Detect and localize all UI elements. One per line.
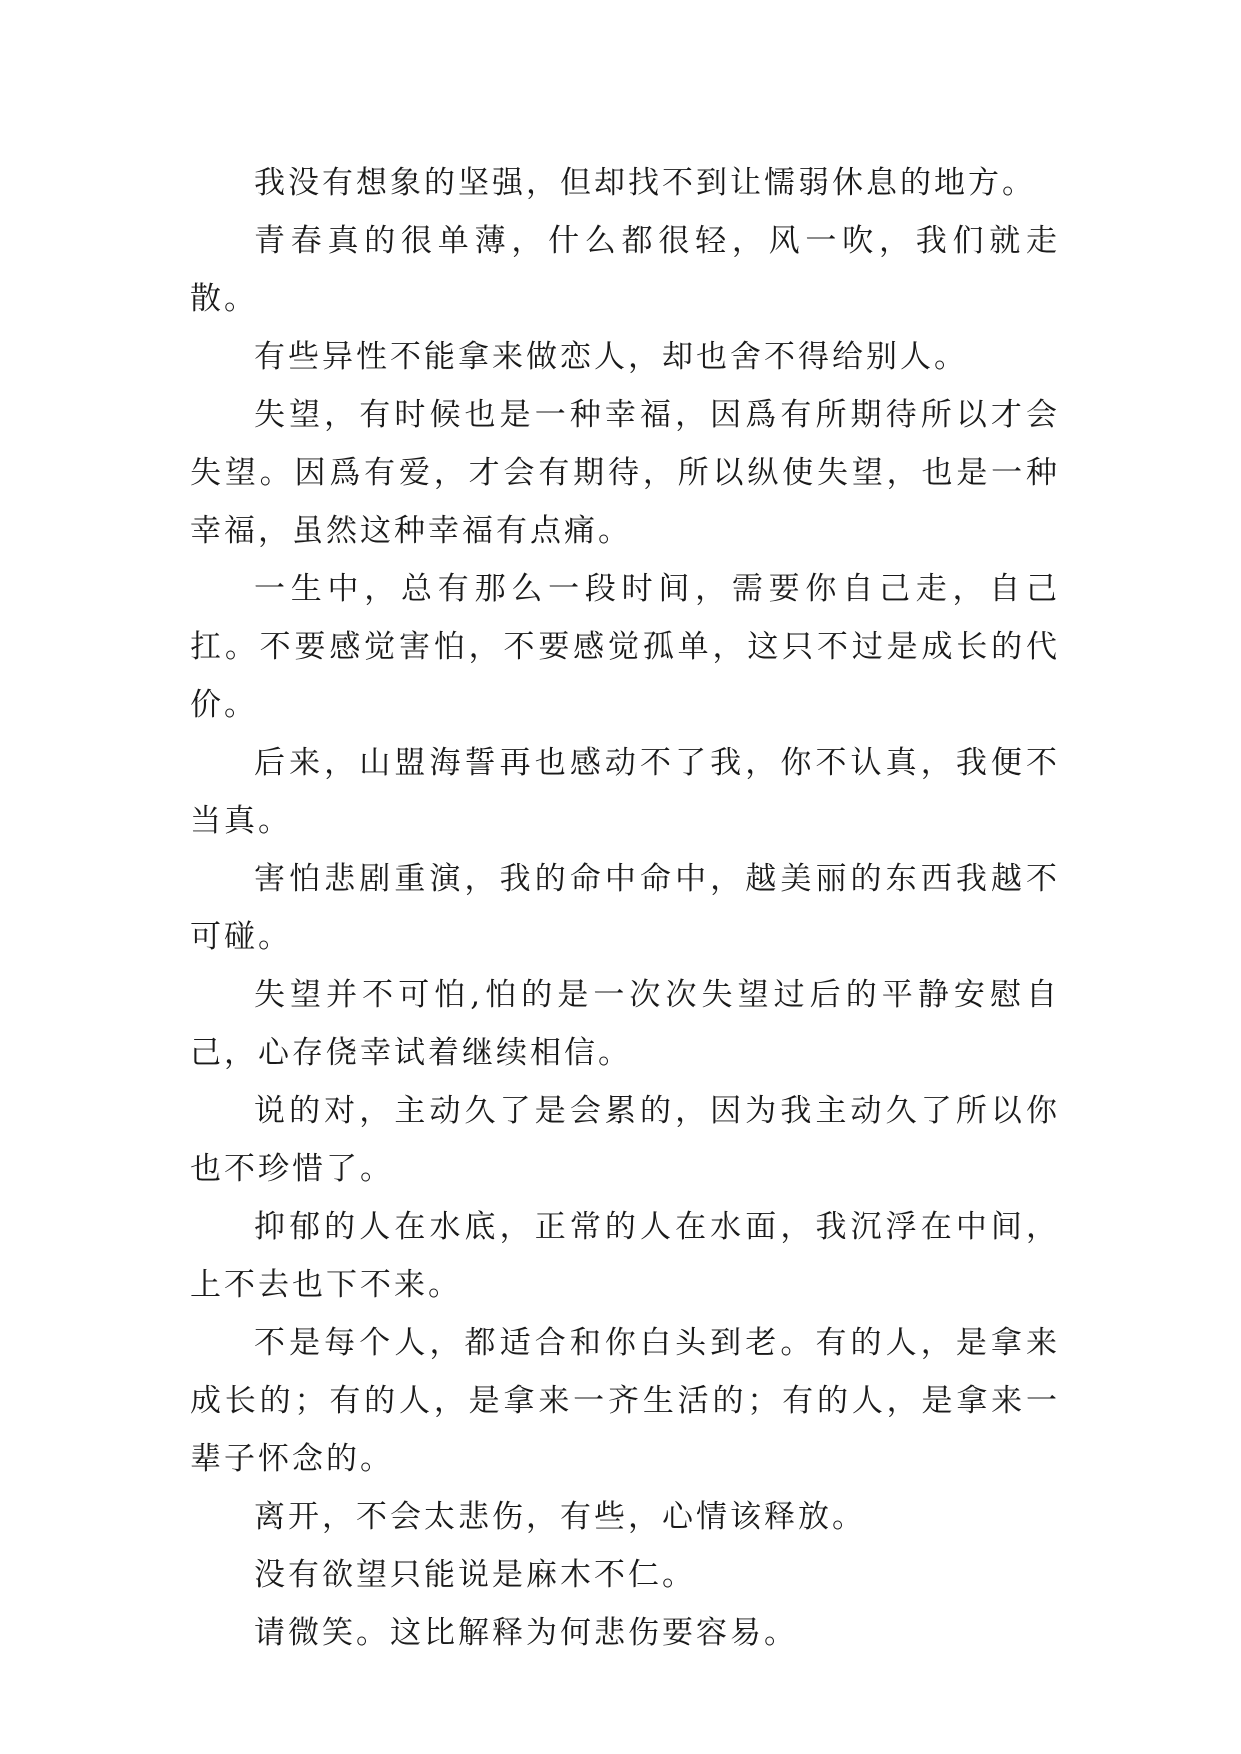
paragraph: 抑郁的人在水底，正常的人在水面，我沉浮在中间，上不去也下不来。 bbox=[190, 1209, 1060, 1303]
paragraph: 失望并不可怕,怕的是一次次失望过后的平静安慰自己，心存侥幸试着继续相信。 bbox=[190, 977, 1060, 1071]
paragraph: 请微笑。这比解释为何悲伤要容易。 bbox=[254, 1615, 798, 1651]
paragraph: 有些异性不能拿来做恋人，却也舍不得给别人。 bbox=[254, 339, 968, 375]
paragraph: 青春真的很单薄，什么都很轻，风一吹，我们就走散。 bbox=[190, 223, 1060, 317]
paragraph: 离开，不会太悲伤，有些，心情该释放。 bbox=[254, 1499, 866, 1535]
paragraph: 后来，山盟海誓再也感动不了我，你不认真，我便不当真。 bbox=[190, 745, 1060, 839]
paragraph: 失望，有时候也是一种幸福，因爲有所期待所以才会失望。因爲有爱，才会有期待，所以纵使失望，也是一种幸福，虽然这种幸福有点痛。 bbox=[190, 397, 1060, 549]
paragraph: 我没有想象的坚强，但却找不到让懦弱休息的地方。 bbox=[254, 165, 1036, 201]
paragraph: 害怕悲剧重演，我的命中命中，越美丽的东西我越不可碰。 bbox=[190, 861, 1060, 955]
document-body bbox=[190, 154, 1060, 1662]
paragraph: 说的对，主动久了是会累的，因为我主动久了所以你也不珍惜了。 bbox=[190, 1093, 1060, 1187]
paragraph: 没有欲望只能说是麻木不仁。 bbox=[254, 1557, 696, 1593]
paragraph: 一生中，总有那么一段时间，需要你自己走，自己扛。不要感觉害怕，不要感觉孤单，这只不过是成长的代价。 bbox=[190, 571, 1060, 723]
paragraph: 不是每个人，都适合和你白头到老。有的人，是拿来成长的；有的人，是拿来一齐生活的；有的人，是拿来一辈子怀念的。 bbox=[190, 1325, 1060, 1477]
